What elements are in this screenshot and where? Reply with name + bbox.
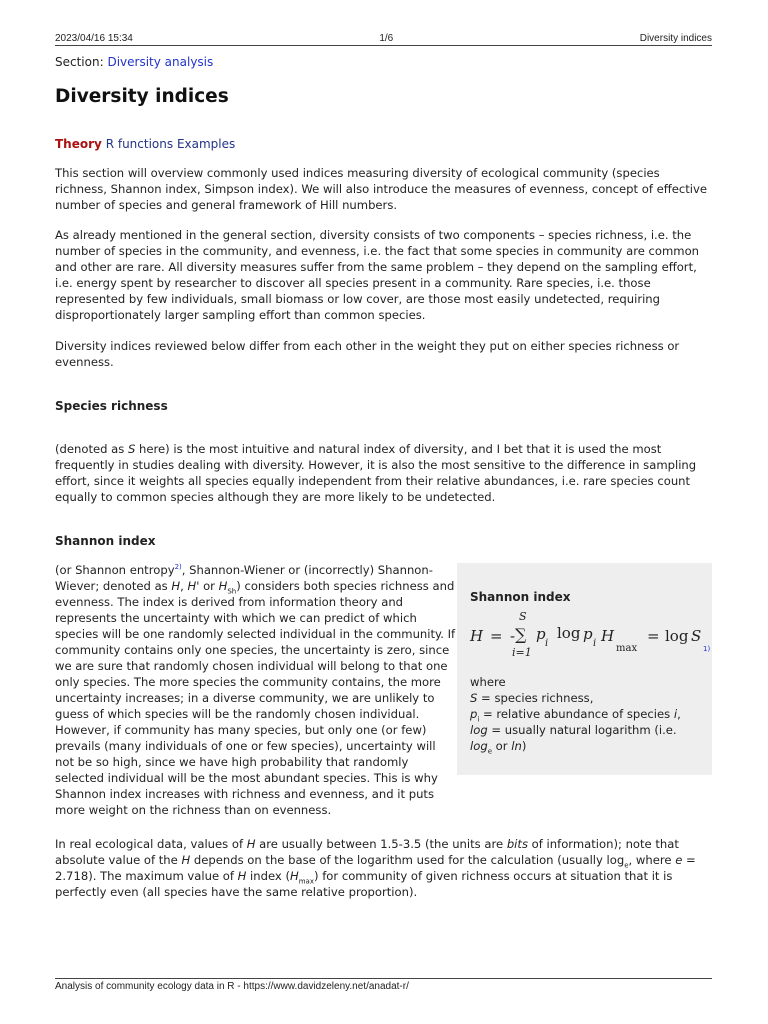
sym: e (675, 853, 683, 867)
section-label: Section: (55, 55, 104, 69)
shannon-paragraph (55, 562, 457, 818)
sym: H (181, 853, 191, 867)
tab-theory[interactable]: Theory (55, 137, 102, 151)
f-i2: i (593, 638, 597, 649)
text: , Shannon-Wiener or (incorrectly) Shannon-Wiever; denoted as (55, 563, 433, 593)
sym: bits (506, 837, 528, 851)
page-footer: Analysis of community ecology data in R - https://www.davidzeleny.net/anadat-r/ (55, 981, 409, 992)
f-log2: log (665, 627, 689, 645)
sub: e (624, 861, 629, 870)
f-s: S (691, 627, 702, 645)
sym: i (673, 707, 678, 721)
symbol-h-sh: H (218, 579, 228, 593)
text: index ( (246, 869, 290, 883)
legend-log-cont (470, 738, 710, 754)
species-richness-paragraph (55, 441, 715, 505)
header-doc-title: Diversity indices (639, 33, 712, 44)
f-hmax: H (601, 627, 615, 645)
f-log: log (557, 624, 581, 642)
sym: H (246, 837, 256, 851)
text: , where (628, 853, 676, 867)
formula-legend (470, 674, 710, 754)
print-datetime: 2023/04/16 15:34 (55, 33, 133, 44)
formula-box-title: Shannon index (470, 590, 571, 604)
sub: i (477, 715, 480, 724)
f-p: p (536, 625, 546, 643)
legend-p (470, 706, 710, 722)
intro-paragraph: This section will overview commonly used indices measuring diversity of ecological community (species richness, Shannon index, Simpson index). We will also introduce the measures of evenness, concept of effective number of species and general framework of Hill numbers. (55, 166, 708, 212)
text: (or Shannon entropy (55, 563, 175, 577)
text: , (180, 579, 188, 593)
sym: H (237, 869, 247, 883)
f-p2: p (583, 625, 593, 643)
section-link[interactable]: Diversity analysis (107, 55, 214, 69)
sym: p (470, 707, 478, 721)
shannon-formula (470, 610, 711, 665)
legend-log (470, 722, 710, 738)
text: ) considers both species richness and evenness. The index is derived from information theory and represents the uncertainty with which we can predict of which species will be one randomly selected individual in the community. If community contains only one species, the uncertainty is zero, since we are sure that randomly chosen individual will belong to that one only species. The more species the community contains, the more uncertainty increases; in a diverse community, we are unlikely to guess of which species will be the randomly chosen individual. However, if community has many species, but only one (or few) prevails (many individuals of one or few species), uncertainty will not be so high, since we have high probability that randomly selected individual will be the most abundant species. This is why Shannon index increases with richness and evenness, and it puts more weight on the richness than on evenness. (55, 579, 456, 817)
text: depends on the base of the logarithm used for the calculation (usually log (190, 853, 625, 867)
footnote-link-1[interactable]: 1) (703, 645, 711, 653)
text: here) is the most intuitive and natural index of diversity, and I bet that it is used the most frequently in studies dealing with diversity. However, it is also the most sensitive to the difference in sampling effort, since it weights all species equally independent from their relative abundances, i.e. rare species count equally to common species although they are more likely to be undetected. (55, 442, 697, 504)
shannon-values-paragraph (55, 836, 715, 900)
tab-bar (55, 136, 235, 152)
f-minus: - (510, 627, 516, 645)
tab-examples[interactable]: Examples (176, 137, 236, 151)
footnote-link-2[interactable]: 2) (174, 563, 182, 572)
text: = usually natural logarithm (i.e. (487, 723, 677, 737)
indices-paragraph: Diversity indices reviewed below differ from each other in the weight they put on either species richness or evenness. (55, 339, 680, 369)
sub: max (298, 877, 314, 886)
text: = relative abundance of species (479, 707, 674, 721)
symbol-s: S (128, 442, 136, 456)
text: or (492, 739, 512, 753)
sym: log (470, 723, 488, 737)
text: ) (521, 739, 527, 753)
text: = species richness, (477, 691, 594, 705)
symbol-h: H (171, 579, 181, 593)
text: In real ecological data, values of (55, 837, 247, 851)
sym: log (470, 739, 488, 753)
text: , (677, 707, 681, 721)
text: or (199, 579, 219, 593)
text: (denoted as (55, 442, 129, 456)
shannon-formula-box (457, 563, 712, 775)
f-sum-bottom: i=1 (512, 646, 532, 659)
symbol-h-prime: H' (187, 579, 200, 593)
subscript: Sh (227, 587, 237, 596)
where-label: where (470, 675, 506, 689)
f-sum-top: S (519, 610, 527, 623)
page-title: Diversity indices (55, 86, 229, 107)
f-sum: ∑ (515, 625, 527, 644)
f-i: i (545, 638, 549, 649)
text: of information); note that absolute value of the (55, 837, 679, 867)
f-eq2: = (647, 627, 660, 645)
shannon-heading: Shannon index (55, 534, 156, 548)
sub: e (487, 747, 492, 756)
species-richness-heading: Species richness (55, 399, 168, 413)
components-paragraph: As already mentioned in the general section, diversity consists of two components – species richness, i.e. the number of species in the community, and evenness, i.e. the fact that some species in community are common and other are rare. All diversity measures suffer from the same problem – they depend on the sampling effort, i.e. energy spent by researcher to discover all species present in a community. Rare species, i.e. those represented by few individuals, small biomass or low cover, are those most easily undetected, requiring disproportionately larger sampling effort than common species. (55, 228, 700, 322)
sym: S (470, 691, 478, 705)
tab-r-functions[interactable]: R functions (105, 137, 174, 151)
sym: ln (511, 739, 522, 753)
section-breadcrumb (55, 54, 213, 70)
page-number: 1/6 (379, 33, 394, 44)
text: ) for community of given richness occurs at situation that it is perfectly even (all species have the same relative proportion). (55, 869, 673, 899)
f-max: max (616, 643, 638, 654)
text: are usually between 1.5-3.5 (the units are (255, 837, 507, 851)
f-h: H (470, 627, 484, 645)
sym: H (290, 869, 299, 883)
legend-s (470, 690, 710, 706)
text: = 2.718). The maximum value of (55, 853, 696, 883)
header-divider (55, 45, 712, 46)
f-eq: = (490, 627, 503, 645)
